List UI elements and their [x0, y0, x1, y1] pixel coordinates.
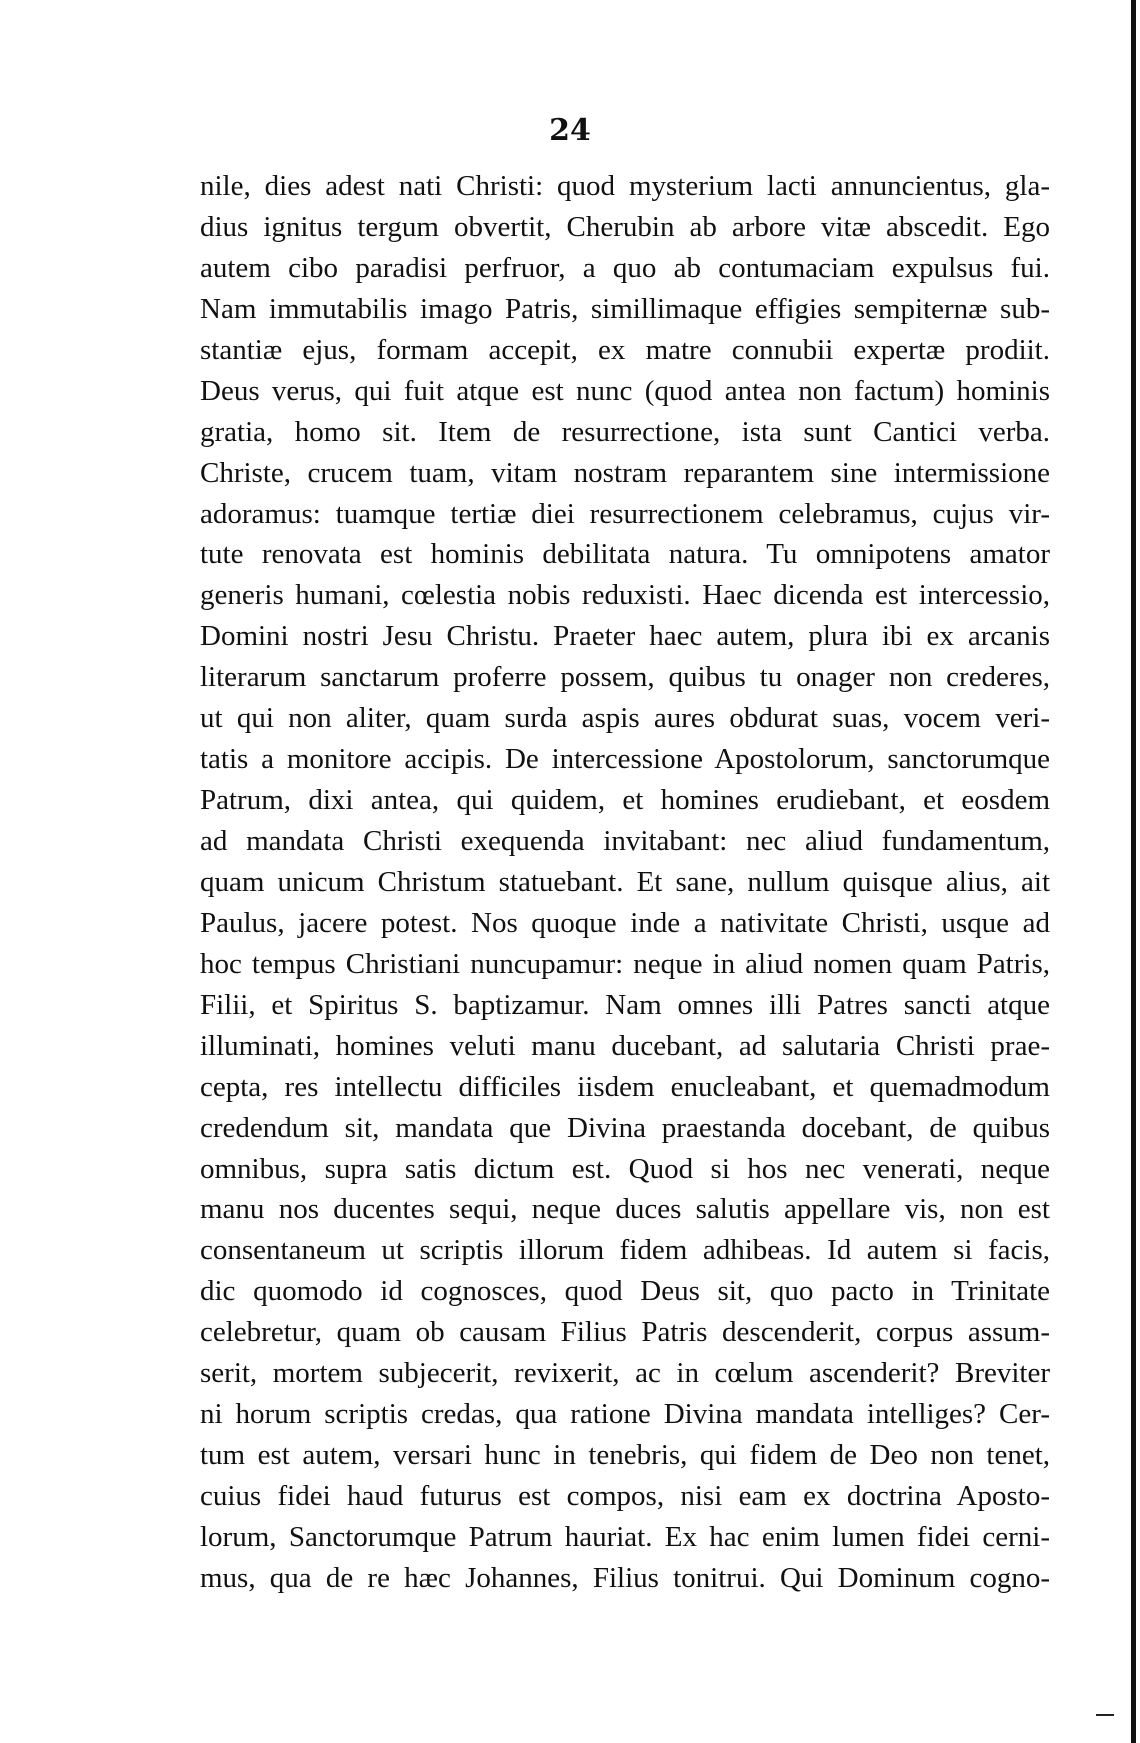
text-line: stantiæ ejus, formam accepit, ex matre connubii expertæ prodiit.	[200, 333, 1050, 366]
text-line: cuius fidei haud futurus est compos, nisi eam ex doctrina Aposto-	[200, 1480, 1050, 1512]
text-line: dius ignitus tergum obvertit, Cherubin ab arbore vitæ abscedit. Ego	[200, 210, 1050, 243]
text-line: literarum sanctarum proferre possem, quibus tu onager non crederes,	[200, 661, 1050, 694]
text-line: nile, dies adest nati Christi: quod mysterium lacti annuncientus, gla-	[200, 170, 1050, 202]
text-line: ni horum scriptis credas, qua ratione Divina mandata intelliges? Cer-	[200, 1398, 1050, 1431]
text-line: dic quomodo id cognosces, quod Deus sit, quo pacto in Trinitate	[200, 1275, 1050, 1308]
text-line: credendum sit, mandata que Divina praestanda docebant, de quibus	[200, 1111, 1050, 1144]
text-line: omnibus, supra satis dictum est. Quod si hos nec venerati, neque	[200, 1152, 1050, 1185]
text-line: manu nos ducentes sequi, neque duces salutis appellare vis, non est	[200, 1193, 1050, 1226]
text-line: mus, qua de re hæc Johannes, Filius tonitrui. Qui Dominum cogno-	[200, 1561, 1050, 1594]
text-line: Nam immutabilis imago Patris, simillimaque effigies sempiternæ sub-	[200, 292, 1050, 325]
text-line: generis humani, cœlestia nobis reduxisti. Haec dicenda est intercessio,	[200, 579, 1050, 612]
page-edge-line	[1131, 0, 1136, 1743]
text-line: lorum, Sanctorumque Patrum hauriat. Ex hac enim lumen fidei cerni-	[200, 1520, 1050, 1553]
text-line: Christe, crucem tuam, vitam nostram reparantem sine intermissione	[200, 456, 1050, 489]
text-line: cepta, res intellectu difficiles iisdem enucleabant, et quemadmodum	[200, 1070, 1050, 1103]
text-line: serit, mortem subjecerit, revixerit, ac in cœlum ascenderit? Breviter	[200, 1357, 1050, 1390]
text-line: hoc tempus Christiani nuncupamur: neque in aliud nomen quam Patris,	[200, 947, 1050, 980]
text-line: illuminati, homines veluti manu ducebant, ad salutaria Christi prae-	[200, 1029, 1050, 1062]
body-text	[200, 166, 1050, 1599]
text-line: autem cibo paradisi perfruor, a quo ab contumaciam expulsus fui.	[200, 251, 1050, 284]
text-line: Patrum, dixi antea, qui quidem, et homines erudiebant, et eosdem	[200, 784, 1050, 817]
text-line: consentaneum ut scriptis illorum fidem adhibeas. Id autem si facis,	[200, 1234, 1050, 1267]
text-line: tum est autem, versari hunc in tenebris, qui fidem de Deo non tenet,	[200, 1439, 1050, 1472]
text-line: Domini nostri Jesu Christu. Praeter haec autem, plura ibi ex arcanis	[200, 620, 1050, 653]
text-line: tatis a monitore accipis. De intercessione Apostolorum, sanctorumque	[200, 743, 1050, 776]
text-line: Deus verus, qui fuit atque est nunc (quod antea non factum) hominis	[200, 374, 1050, 407]
text-line: Filii, et Spiritus S. baptizamur. Nam omnes illi Patres sancti atque	[200, 988, 1050, 1021]
text-line: Paulus, jacere potest. Nos quoque inde a nativitate Christi, usque ad	[200, 906, 1050, 939]
text-line: celebretur, quam ob causam Filius Patris descenderit, corpus assum-	[200, 1316, 1050, 1349]
text-line: adoramus: tuamque tertiæ diei resurrectionem celebramus, cujus vir-	[200, 497, 1050, 530]
text-line: tute renovata est hominis debilitata natura. Tu omnipotens amator	[200, 538, 1050, 571]
text-line: quam unicum Christum statuebant. Et sane, nullum quisque alius, ait	[200, 865, 1050, 898]
text-line: ut qui non aliter, quam surda aspis aures obdurat suas, vocem veri-	[200, 702, 1050, 735]
text-line: ad mandata Christi exequenda invitabant: nec aliud fundamentum,	[200, 825, 1050, 857]
scan-corner-mark	[1096, 1714, 1114, 1716]
page-number: 24	[549, 113, 591, 148]
text-line: gratia, homo sit. Item de resurrectione, ista sunt Cantici verba.	[200, 415, 1050, 448]
